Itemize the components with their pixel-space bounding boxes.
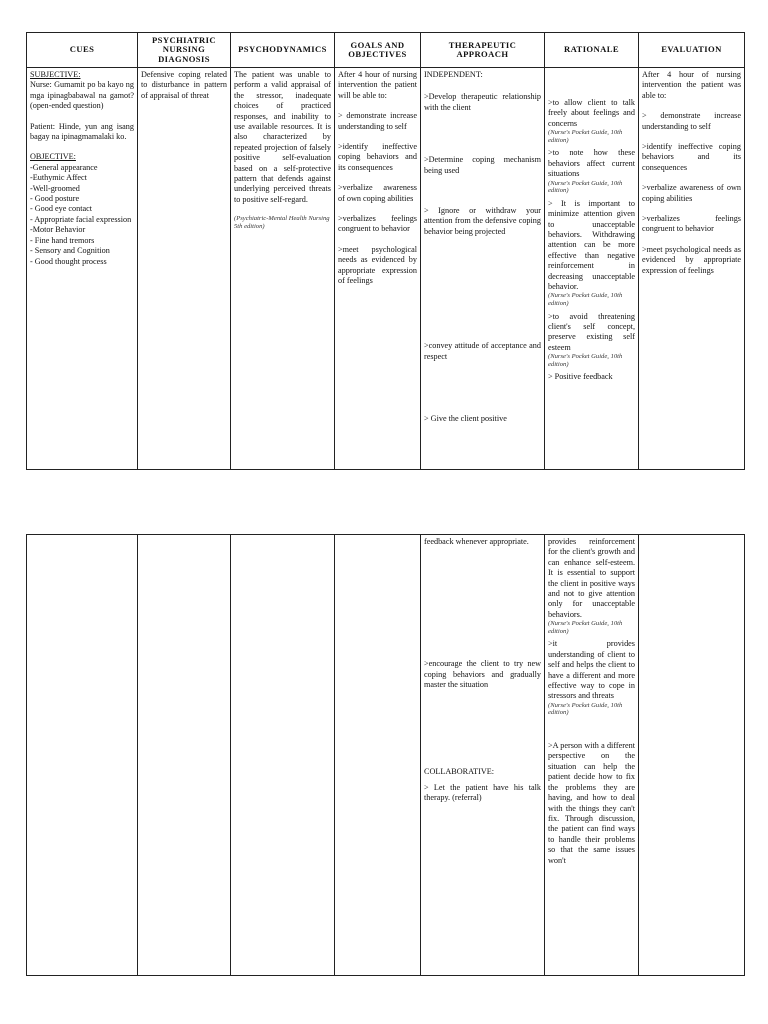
evaluation-item: >verbalize awareness of own coping abilities xyxy=(642,183,741,203)
evaluation-cell xyxy=(639,68,745,470)
goal-item: >identify ineffective coping behaviors and its consequences xyxy=(338,142,417,172)
evaluation-item: >meet psychological needs as evidenced by appropriate expression of feelings xyxy=(642,244,741,275)
evaluation-item: > demonstrate increase understanding to self xyxy=(642,111,741,131)
header-rationale: RATIONALE xyxy=(545,33,639,68)
psychodynamics-cell-cont xyxy=(231,535,335,976)
rationale-cell-cont xyxy=(545,535,639,976)
objective-item: - Good eye contact xyxy=(30,204,93,214)
header-row xyxy=(27,33,745,68)
rationale-citation: (Nurse's Pocket Guide, 10th edition) xyxy=(548,701,623,717)
header-goals: GOALS AND OBJECTIVES xyxy=(335,33,421,68)
header-approach: THERAPEUTIC APPROACH xyxy=(421,33,545,68)
rationale-item: > Positive feedback xyxy=(548,372,613,382)
evaluation-cell-cont xyxy=(639,535,745,976)
rationale-cell xyxy=(545,68,639,470)
diagnosis-text: Defensive coping related to disturbance in pattern of appraisal of threat xyxy=(141,70,227,100)
collaborative-item: > Let the patient have his talk therapy. (referral) xyxy=(424,783,541,803)
objective-item: - Sensory and Cognition xyxy=(30,246,110,256)
approach-item: > Ignore or withdraw your attention from the defensive coping behavior being projected xyxy=(424,206,541,236)
goals-cell xyxy=(335,68,421,470)
rationale-collaborative: >A person with a different perspective on the situation can help the patient decide how to fix the problems they are having, and how to deal with the things they can't fix. Through discussion, the patient can find ways to handle their problems so that the same issues won't xyxy=(548,741,635,865)
cues-cell xyxy=(27,68,138,470)
evaluation-item: >verbalizes feelings congruent to behavior xyxy=(642,214,741,234)
goal-item: >verbalizes feelings congruent to behavior xyxy=(338,214,417,234)
psychodynamics-citation: (Psychiatric-Mental Health Nursing 5th edition) xyxy=(234,215,330,230)
rationale-item: >to note how these behaviors affect current situations xyxy=(548,148,635,179)
header-cues: CUES xyxy=(27,33,138,68)
goals-intro: After 4 hour of nursing intervention the patient will be able to: xyxy=(338,70,417,100)
approach-item: > Give the client positive xyxy=(424,414,507,424)
objective-item: -Motor Behavior xyxy=(30,225,86,235)
objective-item: -General appearance xyxy=(30,162,98,172)
header-diagnosis: PSYCHIATRIC NURSING DIAGNOSIS xyxy=(138,33,231,68)
goals-cell-cont xyxy=(335,535,421,976)
objective-item: -Well-groomed xyxy=(30,183,80,193)
goal-item: >meet psychological needs as evidenced by appropriate expression of feelings xyxy=(338,244,417,286)
nurse-line: Nurse: Gumamit po ba kayo ng mga ipinagbabawal na gamot? (open-ended question) xyxy=(30,80,134,111)
rationale-citation: (Nurse's Pocket Guide, 10th edition) xyxy=(548,292,623,308)
rationale-citation: (Nurse's Pocket Guide, 10th edition) xyxy=(548,179,623,195)
approach-item: >Develop therapeutic relationship with the client xyxy=(424,92,541,112)
approach-cell-cont xyxy=(421,535,545,976)
continuation-row xyxy=(27,535,745,976)
rationale-citation: (Nurse's Pocket Guide, 10th edition) xyxy=(548,129,623,144)
approach-item: >Determine coping mechanism being used xyxy=(424,155,541,175)
objective-label: OBJECTIVE: xyxy=(30,152,76,162)
approach-continuation: feedback whenever appropriate. xyxy=(424,537,529,546)
approach-item: >convey attitude of acceptance and respect xyxy=(424,341,541,361)
header-psychodynamics: PSYCHODYNAMICS xyxy=(231,33,335,68)
objective-item: - Good thought process xyxy=(30,256,107,266)
rationale-item: >to allow client to talk freely about feelings and concerns xyxy=(548,98,635,128)
rationale-citation: (Nurse's Pocket Guide, 10th edition) xyxy=(548,620,623,635)
rationale-continuation: provides reinforcement for the client's growth and can enhance self-esteem. It is essential to support the client in positive ways and not to give attention only for unacceptable behaviors. xyxy=(548,537,635,619)
care-plan-page-2 xyxy=(26,534,744,976)
psychodynamics-text: The patient was unable to perform a valid appraisal of the stressor, inadequate choices of practiced responses, and inability to use available resources. It is also characterized by repeated projection of falsely positive self-evaluation based on a self-protective pattern that defends against underlying perceived threats to positive self-regard. xyxy=(234,70,331,204)
content-row xyxy=(27,68,745,470)
evaluation-item: >identify ineffective coping behaviors and its consequences xyxy=(642,142,741,172)
rationale-citation: (Nurse's Pocket Guide, 10th edition) xyxy=(548,353,623,368)
approach-cell xyxy=(421,68,545,470)
care-plan-table-2 xyxy=(26,534,745,976)
cues-cell-cont xyxy=(27,535,138,976)
objective-item: - Fine hand tremors xyxy=(30,235,95,245)
collaborative-label: COLLABORATIVE: xyxy=(424,766,495,776)
care-plan-table-1 xyxy=(26,32,745,470)
approach-item: >encourage the client to try new coping behaviors and gradually master the situation xyxy=(424,659,541,690)
rationale-item: >to avoid threatening client's self concept, preserve existing self esteem xyxy=(548,311,635,352)
diagnosis-cell-cont xyxy=(138,535,231,976)
diagnosis-cell xyxy=(138,68,231,470)
header-evaluation: EVALUATION xyxy=(639,33,745,68)
rationale-item: >it provides understanding of client to self and helps the client to have a different and more effective way to cope in stressors and threats xyxy=(548,639,635,701)
goal-item: > demonstrate increase understanding to self xyxy=(338,111,417,131)
evaluation-intro: After 4 hour of nursing intervention the patient was able to: xyxy=(642,70,741,100)
objective-item: - Good posture xyxy=(30,194,80,204)
patient-line: Patient: Hinde, yun ang isang bagay na ipinagmamalaki ko. xyxy=(30,121,134,142)
objective-item: -Euthymic Affect xyxy=(30,173,87,183)
rationale-item: > It is important to minimize attention given to unacceptable behaviors. Withdrawing attention can be more effective than negative reinforcement in decreasing unacceptable behavior. xyxy=(548,198,635,292)
subjective-label: SUBJECTIVE: xyxy=(30,70,81,79)
care-plan-page-1 xyxy=(26,32,744,470)
goal-item: >verbalize awareness of own coping abilities xyxy=(338,183,417,203)
psychodynamics-cell xyxy=(231,68,335,470)
objective-item: - Appropriate facial expression xyxy=(30,214,132,224)
independent-label: INDEPENDENT: xyxy=(424,70,483,79)
